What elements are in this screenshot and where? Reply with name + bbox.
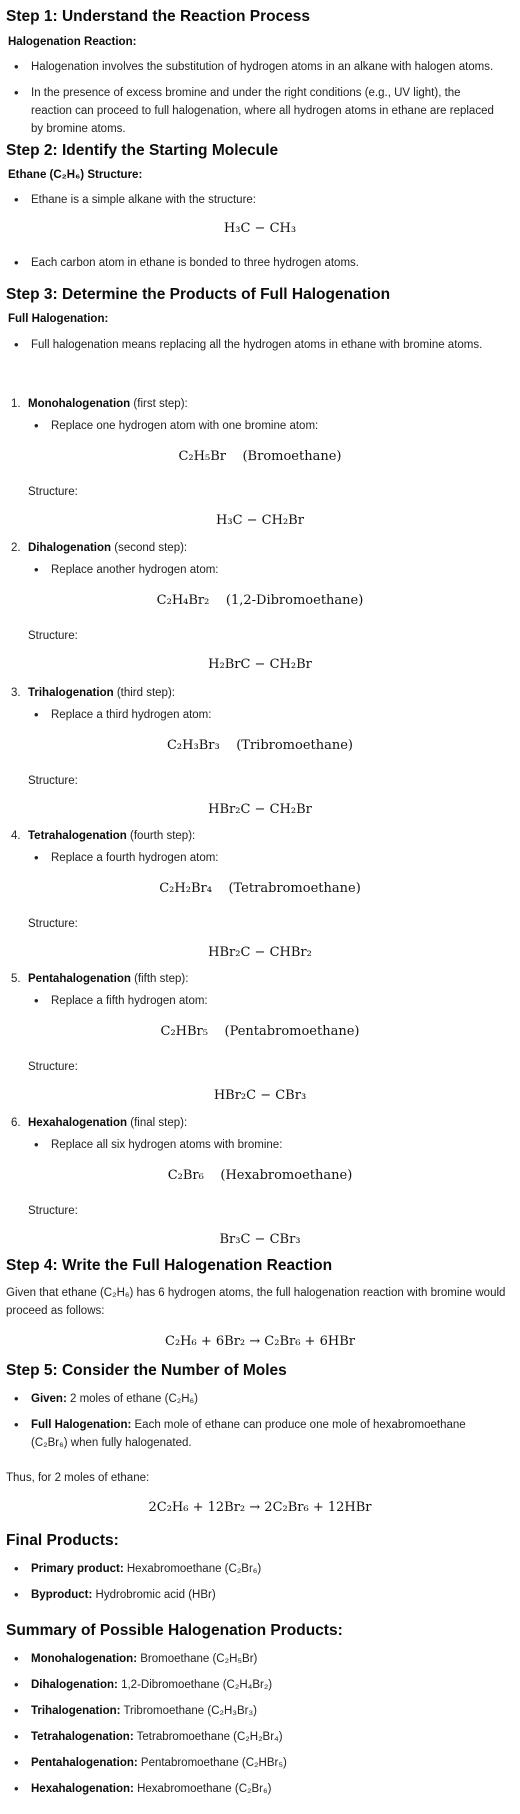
step-number: 1. (11, 398, 21, 410)
step3-subtitle: Full Halogenation: (8, 313, 109, 325)
list-item (31, 1702, 501, 1720)
step2-subtitle: Ethane (C₂H₆) Structure: (8, 169, 143, 181)
summary-heading: Summary of Possible Halogenation Products: (6, 1622, 343, 1639)
step5-thus: Thus, for 2 moles of ethane: (6, 1472, 150, 1484)
step-structure: HBr₂C − CH₂Br (208, 802, 312, 817)
step-item (11, 684, 498, 702)
step-note: (final step): (127, 1117, 188, 1129)
step-name: Monohalogenation (28, 398, 131, 410)
step-note: (fifth step): (130, 973, 189, 985)
step-action: • Replace a fourth hydrogen atom: (51, 849, 501, 867)
item-label: Trihalogenation: (31, 1705, 121, 1717)
given-text: 2 moles of ethane (C₂H₆) (66, 1393, 198, 1405)
item-label: Tetrahalogenation: (31, 1731, 134, 1743)
step5-heading: Step 5: Consider the Number of Moles (6, 1362, 287, 1379)
step-item (11, 395, 498, 413)
step3-intro: • Full halogenation means replacing all the hydrogen atoms in ethane with bromine atoms. (31, 336, 501, 354)
step-number: 5. (11, 973, 21, 985)
step1-bullet-2: • In the presence of excess bromine and under the right conditions (e.g., UV light), the reaction can proceed to full halogenation, where all hydrogen atoms in ethane are replaced by bromine atoms. (31, 84, 501, 138)
structure-label: Structure: (28, 630, 78, 642)
step-name: Dihalogenation (28, 542, 112, 554)
step-name: Trihalogenation (28, 687, 114, 699)
item-text: Hexabromoethane (C₂Br₆) (133, 1783, 272, 1795)
step-number: 4. (11, 830, 21, 842)
step-item (11, 970, 498, 988)
step-number: 2. (11, 542, 21, 554)
item-label: Hexahalogenation: (31, 1783, 134, 1795)
step-action: • Replace one hydrogen atom with one bromine atom: (51, 417, 501, 435)
item-label: Byproduct: (31, 1589, 93, 1601)
list-item (31, 1650, 501, 1668)
step-item (11, 1114, 498, 1132)
item-text: Bromoethane (C₂H₅Br) (137, 1653, 258, 1665)
final-heading: Final Products: (6, 1532, 119, 1549)
structure-label: Structure: (28, 1061, 78, 1073)
step4-text: Given that ethane (C₂H₆) has 6 hydrogen atoms, the full halogenation reaction with bromine would proceed as follows: (6, 1287, 506, 1317)
full-label: Full Halogenation: (31, 1419, 132, 1431)
step-note: (fourth step): (126, 830, 196, 842)
step1-subtitle: Halogenation Reaction: (8, 36, 137, 48)
step-number: 3. (11, 687, 21, 699)
step-name: Tetrahalogenation (28, 830, 127, 842)
step-structure: Br₃C − CBr₃ (219, 1232, 301, 1247)
list-item (31, 1754, 501, 1772)
step1-heading: Step 1: Understand the Reaction Process (6, 8, 311, 25)
step5-full (31, 1416, 501, 1452)
step-name: Pentahalogenation (28, 973, 131, 985)
step-number: 6. (11, 1117, 21, 1129)
step-item (11, 539, 498, 557)
step-item (11, 827, 498, 845)
step1-bullet-1: • Halogenation involves the substitution of hydrogen atoms in an alkane with halogen atoms. (31, 58, 501, 76)
step-name: Hexahalogenation (28, 1117, 128, 1129)
list-item (31, 1728, 501, 1746)
step-note: (second step): (111, 542, 188, 554)
structure-label: Structure: (28, 486, 78, 498)
step2-heading: Step 2: Identify the Starting Molecule (6, 142, 279, 159)
step-action: • Replace another hydrogen atom: (51, 561, 501, 579)
step-formula: C₂H₂Br₄ (Tetrabromoethane) (159, 881, 361, 896)
step-formula: C₂HBr₅ (Pentabromoethane) (160, 1024, 360, 1039)
step2-bullet-1: • Ethane is a simple alkane with the structure: (31, 191, 501, 209)
step4-heading: Step 4: Write the Full Halogenation Reaction (6, 1257, 333, 1274)
step4-equation: C₂H₆ + 6Br₂ → C₂Br₆ + 6HBr (165, 1334, 355, 1349)
item-text: Tribromoethane (C₂H₃Br₃) (120, 1705, 257, 1717)
item-text: Pentabromoethane (C₂HBr₅) (137, 1757, 287, 1769)
list-item (31, 1676, 501, 1694)
item-label: Pentahalogenation: (31, 1757, 138, 1769)
step-formula: C₂Br₆ (Hexabromoethane) (167, 1168, 353, 1183)
step-action: • Replace a third hydrogen atom: (51, 706, 501, 724)
step-formula: C₂H₅Br (Bromoethane) (178, 449, 342, 464)
list-item (31, 1586, 501, 1604)
step2-bullet-2: • Each carbon atom in ethane is bonded to three hydrogen atoms. (31, 254, 501, 272)
given-label: Given: (31, 1393, 67, 1405)
step-structure: H₂BrC − CH₂Br (208, 657, 312, 672)
item-label: Primary product: (31, 1563, 124, 1575)
structure-label: Structure: (28, 1205, 78, 1217)
structure-label: Structure: (28, 775, 78, 787)
step-note: (third step): (113, 687, 175, 699)
step3-heading: Step 3: Determine the Products of Full Halogenation (6, 286, 391, 303)
ethane-formula: H₃C − CH₃ (223, 221, 297, 236)
item-text: 1,2-Dibromoethane (C₂H₄Br₂) (117, 1679, 273, 1691)
item-label: Monohalogenation: (31, 1653, 138, 1665)
step5-equation: 2C₂H₆ + 12Br₂ → 2C₂Br₆ + 12HBr (148, 1500, 372, 1515)
step-action: • Replace all six hydrogen atoms with bromine: (51, 1136, 501, 1154)
item-text: Tetrabromoethane (C₂H₂Br₄) (133, 1731, 283, 1743)
step-structure: HBr₂C − CBr₃ (213, 1088, 307, 1103)
step-structure: H₃C − CH₂Br (216, 513, 304, 528)
list-item (31, 1780, 501, 1798)
item-label: Dihalogenation: (31, 1679, 118, 1691)
list-item (31, 1560, 501, 1578)
full-text: Each mole of ethane can produce one mole of hexabromoethane (C₂Br₆) when fully halogenated. (31, 1419, 466, 1449)
step-formula: C₂H₃Br₃ (Tribromoethane) (166, 738, 354, 753)
step-action: • Replace a fifth hydrogen atom: (51, 992, 501, 1010)
step-formula: C₂H₄Br₂ (1,2-Dibromoethane) (156, 593, 364, 608)
item-text: Hydrobromic acid (HBr) (92, 1589, 216, 1601)
step-note: (first step): (130, 398, 188, 410)
step5-given (31, 1390, 501, 1408)
structure-label: Structure: (28, 918, 78, 930)
item-text: Hexabromoethane (C₂Br₆) (123, 1563, 262, 1575)
step-structure: HBr₂C − CHBr₂ (208, 945, 312, 960)
